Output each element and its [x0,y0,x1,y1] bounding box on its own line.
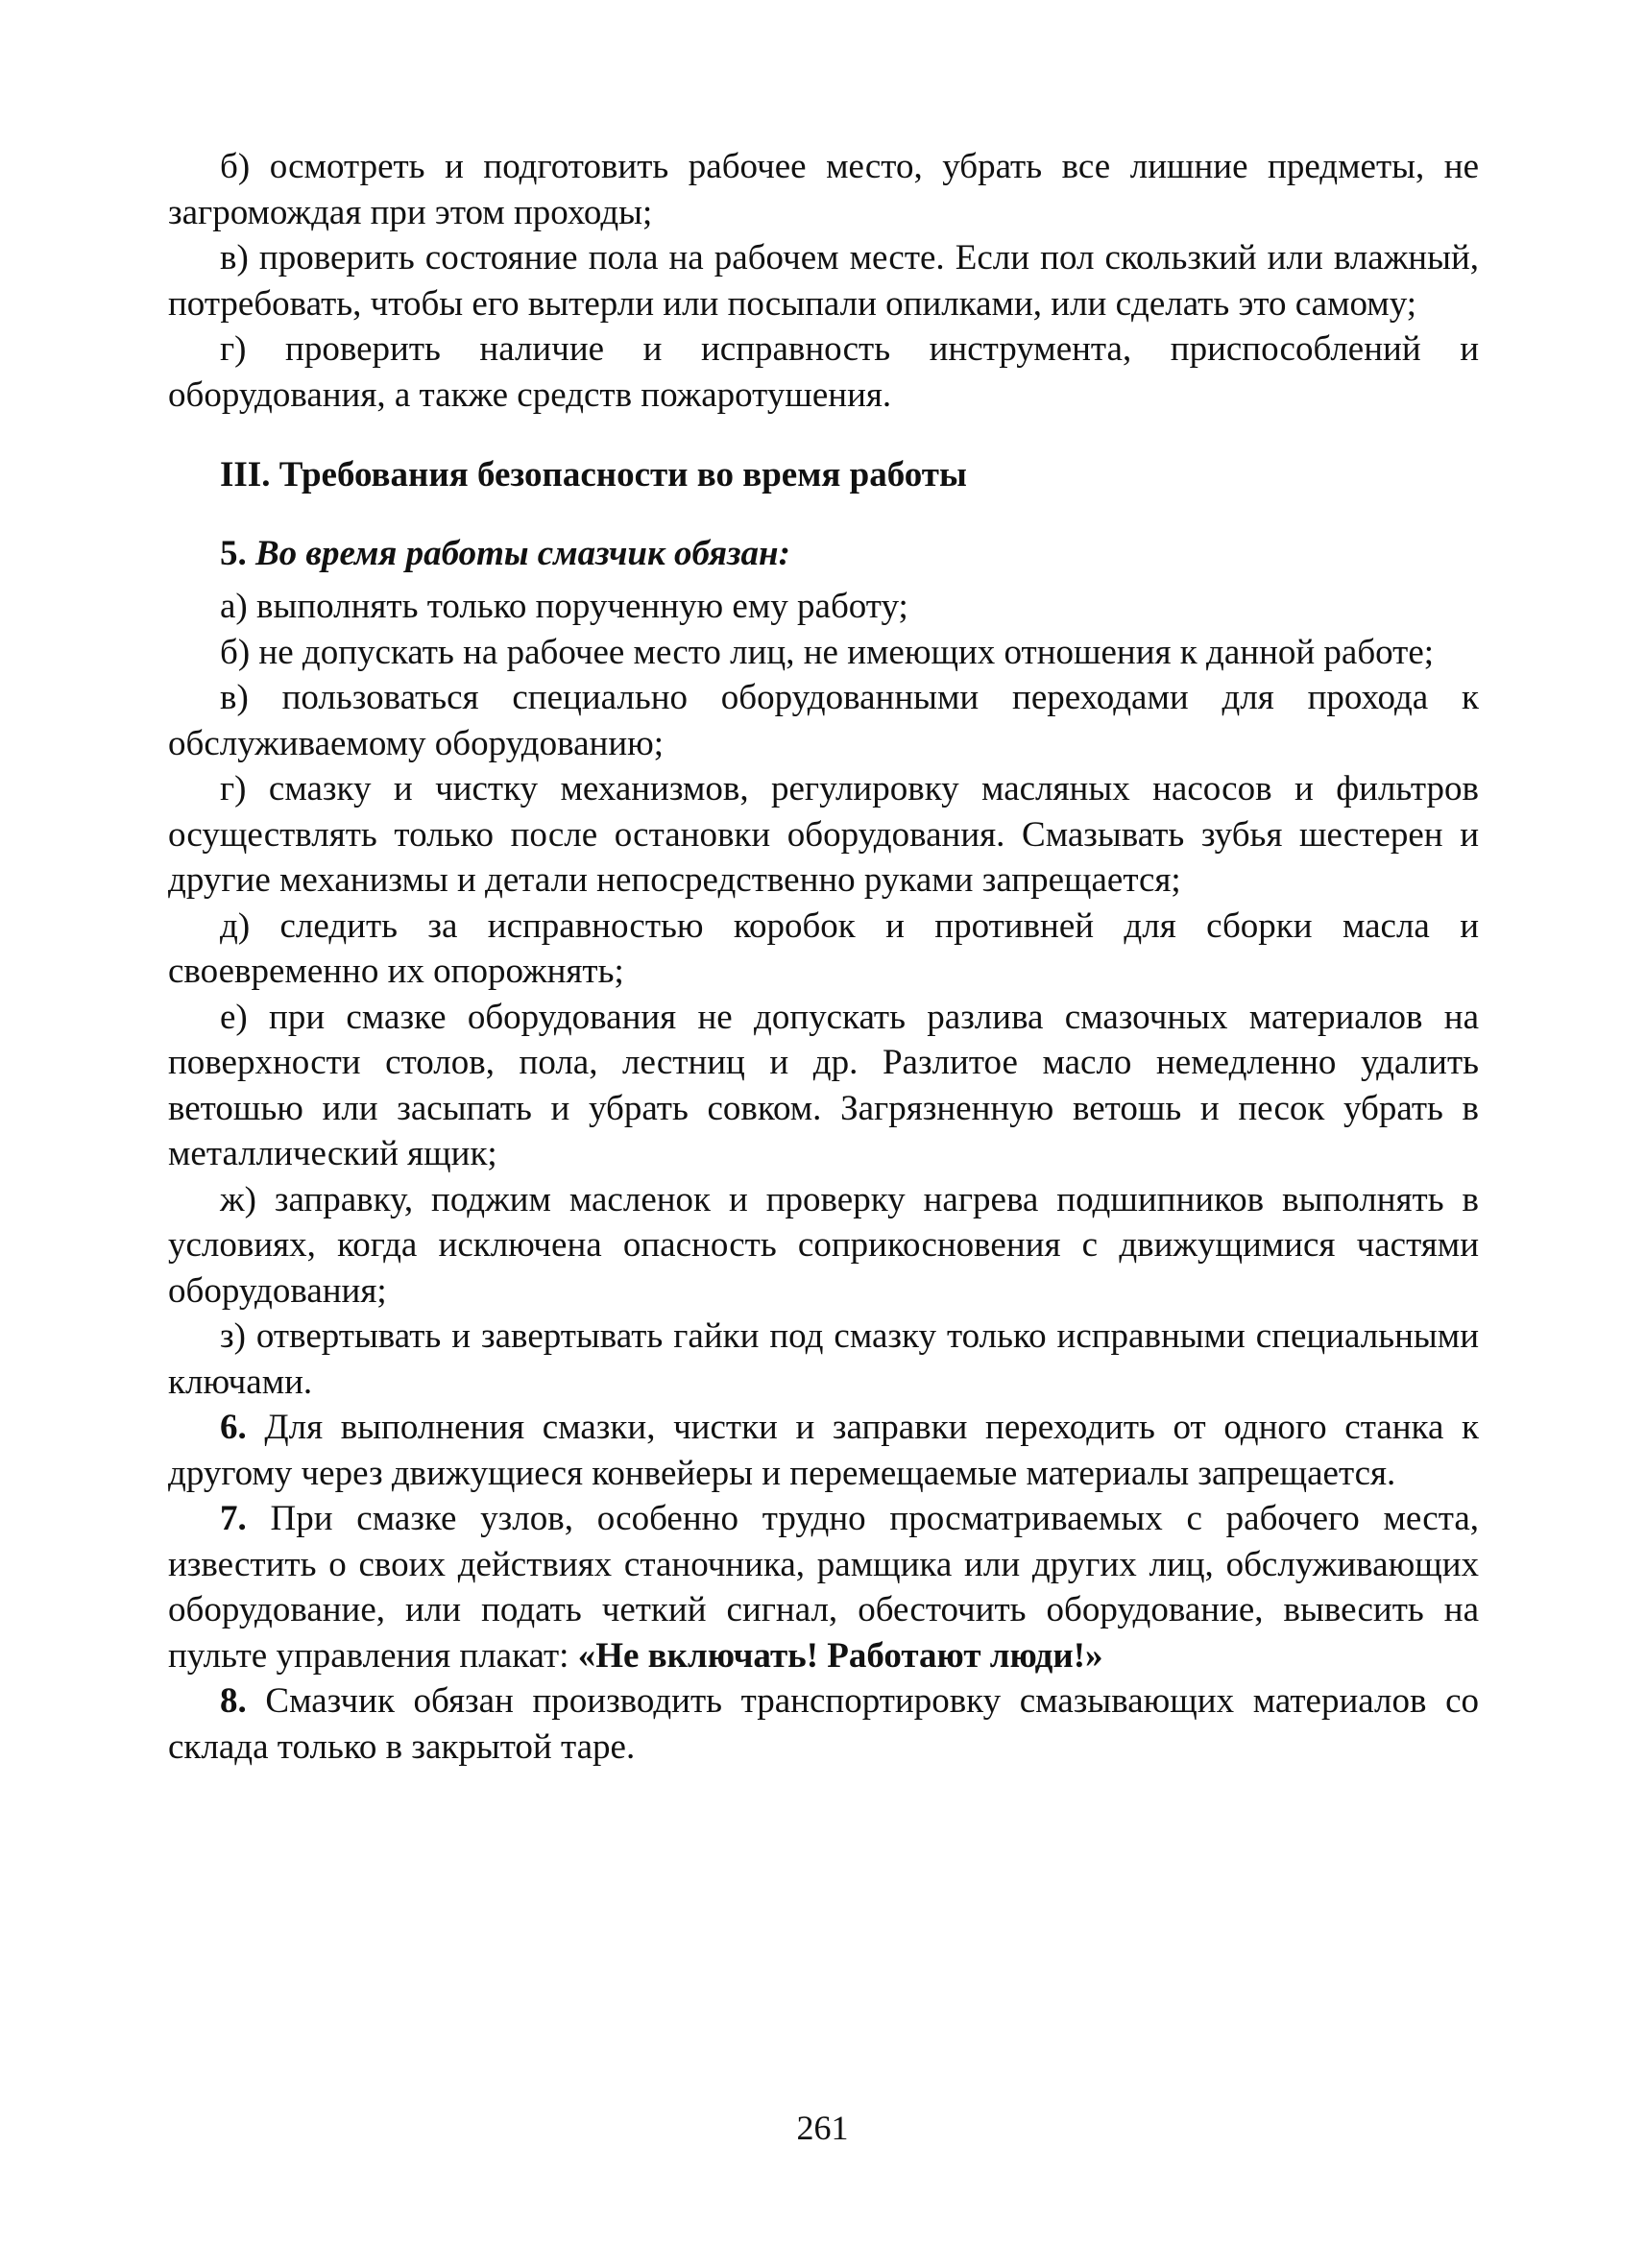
item-6-paragraph [168,1405,1479,1496]
item-8-text: Смазчик обязан производить транспортировку смазывающих материалов со склада только в закрытой таре. [168,1681,1479,1767]
page-content [168,144,1479,1770]
list-item-zh: ж) заправку, поджим масленок и проверку нагрева подшипников выполнять в условиях, когда исключена опасность соприкосновения с движущимися частями оборудования; [168,1179,1479,1311]
list-item-a: а) выполнять только порученную ему работу; [220,587,908,626]
paragraph-b-prepare-workplace: б) осмотреть и подготовить рабочее место, убрать все лишние предметы, не загромождая при этом проходы; [168,147,1479,232]
item-7-number: 7. [220,1499,247,1538]
item-7-text: При смазке узлов, особенно трудно просматриваемых с рабочего места, известить о своих действиях станочника, рамщика или других лиц, обслуживающих оборудование, или подать четкий сигнал, обесточить оборудование, вывесить на пульте управления плакат: [168,1499,1479,1676]
item-5-heading [168,531,1479,577]
list-item-d: д) следить за исправностью коробок и противней для сборки масла и своевременно их опорожнять; [168,905,1479,991]
item-5-number: 5. [220,533,247,573]
section-heading: III. Требования безопасности во время работы [220,455,967,495]
list-item-z: з) отвертывать и завертывать гайки под смазку только исправными специальными ключами. [168,1316,1479,1402]
item-7-poster-text: «Не включать! Работают люди!» [577,1635,1103,1676]
item-8-paragraph [168,1678,1479,1770]
list-item-g: г) смазку и чистку механизмов, регулировку масляных насосов и фильтров осуществлять только после остановки оборудования. Смазывать зубья шестерен и другие механизмы и детали непосредственно руками запрещается; [168,769,1479,900]
item-8-number: 8. [220,1681,247,1721]
item-7-paragraph [168,1496,1479,1678]
item-6-number: 6. [220,1408,247,1447]
item-5-title: Во время работы смазчик обязан: [255,533,790,573]
paragraph-g-check-tools: г) проверить наличие и исправность инструмента, приспособлений и оборудования, а также средств пожаротушения. [168,329,1479,415]
page-number: 261 [796,2109,849,2147]
item-6-text: Для выполнения смазки, чистки и заправки переходить от одного станка к другому через движущиеся конвейеры и перемещаемые материалы запрещается. [168,1408,1479,1493]
list-item-v: в) пользоваться специально оборудованными переходами для прохода к обслуживаемому оборудованию; [168,678,1479,763]
list-item-b: б) не допускать на рабочее место лиц, не имеющих отношения к данной работе; [220,632,1435,672]
paragraph-v-check-floor: в) проверить состояние пола на рабочем месте. Если пол скользкий или влажный, потребовать, чтобы его вытерли или посыпали опилками, или сделать это самому; [168,238,1479,324]
list-item-e: е) при смазке оборудования не допускать разлива смазочных материалов на поверхности столов, пола, лестниц и др. Разлитое масло немедленно удалить ветошью или засыпать и убрать совком. Загрязненную ветошь и песок убрать в металлический ящик; [168,997,1479,1173]
